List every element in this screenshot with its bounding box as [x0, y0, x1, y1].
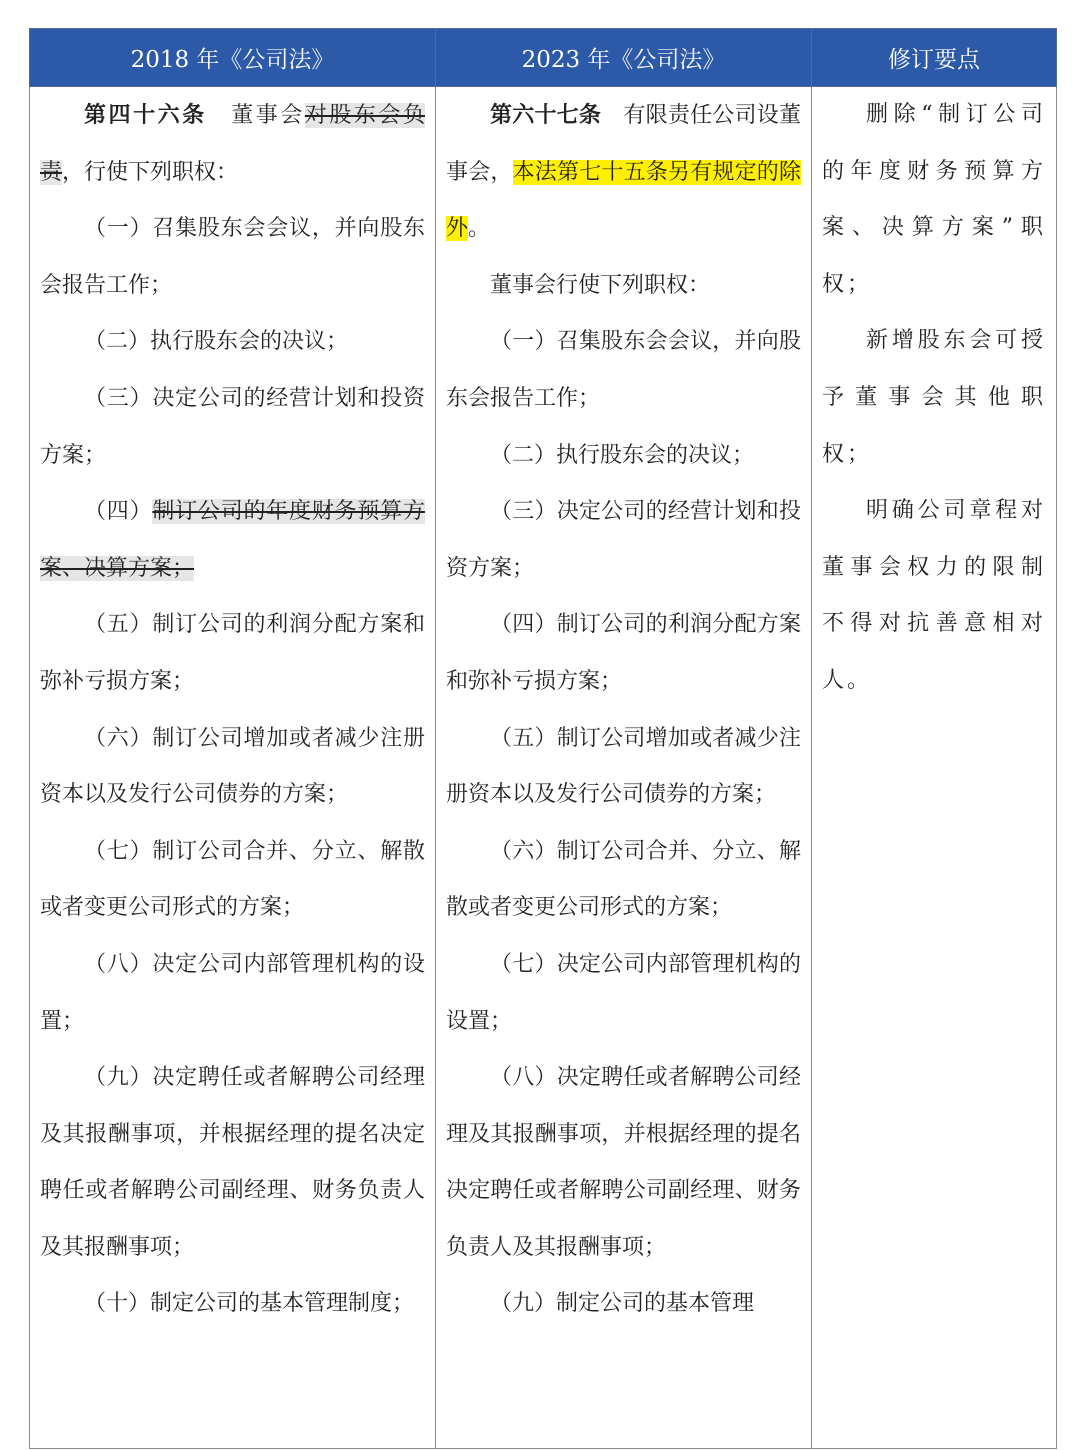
header-row: [30, 29, 1057, 87]
revision-point: 删除“制订公司的年度财务预算方案、决算方案”职权；: [822, 102, 1046, 297]
header-2018: 2018 年《公司法》: [30, 29, 436, 87]
list-item: （十）制定公司的基本管理制度；: [84, 1291, 415, 1317]
cell-revision-points: [812, 87, 1057, 1449]
cell-2018-law: [30, 87, 436, 1449]
article-46-number: 第四十六条: [84, 102, 207, 128]
revision-point: 明确公司章程对董事会权力的限制不得对抗善意相对人。: [822, 498, 1046, 693]
article-46-intro: [40, 87, 425, 201]
list-item-4-deleted: [40, 484, 425, 597]
article-46-text-b: ，行使下列职权：: [62, 159, 239, 185]
header-2023: 2023 年《公司法》: [436, 29, 812, 87]
article-46-text-a: 董事会: [206, 103, 305, 128]
list-item: （一）召集股东会会议，并向股东会报告工作；: [40, 216, 425, 298]
deleted-text-shareholders: 对股东会负责: [40, 103, 425, 185]
article-67-intro: [446, 87, 801, 258]
list-item: （一）召集股东会会议，并向股东会报告工作；: [446, 329, 801, 411]
revision-point: 新增股东会可授予董事会其他职权；: [822, 328, 1046, 467]
article-67-text-b: 。: [468, 216, 491, 242]
list-item: （九）制定公司的基本管理: [490, 1291, 755, 1317]
list-item: （三）决定公司的经营计划和投资方案；: [446, 499, 801, 581]
list-item: （八）决定公司内部管理机构的设置；: [40, 951, 425, 1034]
list-item: （九）决定聘任或者解聘公司经理及其报酬事项，并根据经理的提名决定聘任或者解聘公司副经理、财务负责人及其报酬事项；: [40, 1065, 425, 1260]
article-67-number: 第六十七条: [490, 102, 602, 128]
header-revision-points: 修订要点: [812, 29, 1057, 87]
list-item: （七）制订公司合并、分立、解散或者变更公司形式的方案；: [40, 838, 425, 921]
list-item: （五）制订公司增加或者减少注册资本以及发行公司债券的方案；: [446, 725, 801, 808]
list-item: （二）执行股东会的决议；: [490, 442, 755, 468]
list-item: （三）决定公司的经营计划和投资方案；: [40, 385, 425, 468]
body-row: [30, 87, 1057, 1449]
list-item: （五）制订公司的利润分配方案和弥补亏损方案；: [40, 612, 425, 694]
deleted-text-budget: 制订公司的年度财务预算方案、决算方案；: [40, 499, 425, 581]
list-item: （六）制订公司增加或者减少注册资本以及发行公司债券的方案；: [40, 725, 425, 808]
highlighted-text-exception: 本法第七十五条另有规定的除外: [446, 159, 801, 242]
list-item: （四）制订公司的利润分配方案和弥补亏损方案；: [446, 612, 801, 694]
list-item: （八）决定聘任或者解聘公司经理及其报酬事项，并根据经理的提名决定聘任或者解聘公司副经理、财务负责人及其报酬事项；: [446, 1065, 801, 1260]
list-item: （七）决定公司内部管理机构的设置；: [446, 951, 801, 1034]
list-item: （二）执行股东会的决议；: [84, 329, 349, 355]
comparison-table-wrapper: [29, 28, 1056, 1447]
powers-intro: 董事会行使下列职权：: [490, 272, 711, 298]
list-item: （六）制订公司合并、分立、解散或者变更公司形式的方案；: [446, 838, 801, 921]
article-67-text-a: 有限责任公司设董事会，: [446, 103, 801, 185]
cell-2023-law: [436, 87, 812, 1449]
law-comparison-table: [29, 28, 1057, 1449]
item4-prefix: （四）: [84, 499, 153, 525]
